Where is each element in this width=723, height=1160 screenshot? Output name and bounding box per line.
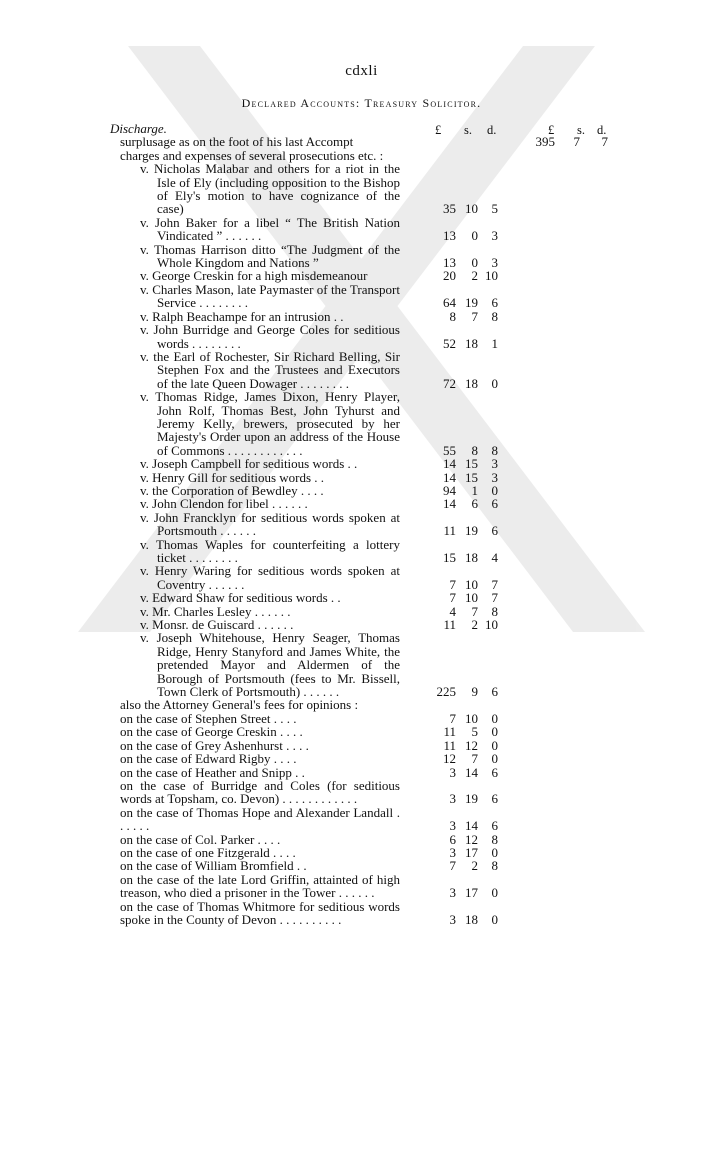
entry-text: v. the Corporation of Bewdley . . . . bbox=[140, 482, 324, 498]
entry-text: Discharge. bbox=[110, 121, 167, 136]
amount-pence: 0 bbox=[491, 482, 498, 498]
entry-row bbox=[0, 900, 723, 927]
amount-pounds: 7 bbox=[449, 590, 456, 606]
pounds-header: £ bbox=[435, 123, 442, 137]
entry-text: on the case of Burridge and Coles (for seditious words at Topsham, co. Devon) . . . . . . . . . . . . bbox=[120, 777, 400, 807]
amount-pounds: 4 bbox=[449, 603, 456, 619]
amount-shillings: 8 bbox=[471, 442, 478, 458]
total-pounds-header: £ bbox=[548, 123, 555, 137]
entry-row bbox=[0, 269, 723, 282]
entry-text: on the case of the late Lord Griffin, attainted of high treason, who died a prisoner in the Tower . . . . . . bbox=[120, 871, 400, 901]
amount-pence: 0 bbox=[491, 375, 498, 391]
entry-text: v. John Francklyn for seditious words spoken at Portsmouth . . . . . . bbox=[140, 509, 400, 539]
amount-pounds: 20 bbox=[443, 268, 456, 284]
entry-row bbox=[0, 631, 723, 698]
entry-row bbox=[0, 511, 723, 538]
amount-pence: 5 bbox=[491, 201, 498, 217]
amount-pounds: 64 bbox=[443, 295, 456, 311]
entry-row bbox=[0, 162, 723, 216]
entry-row bbox=[0, 605, 723, 618]
amount-shillings: 18 bbox=[465, 335, 478, 351]
entry-row bbox=[0, 471, 723, 484]
amount-shillings: 18 bbox=[465, 375, 478, 391]
amount-pounds: 3 bbox=[449, 844, 456, 860]
entry-text: on the case of William Bromfield . . bbox=[120, 858, 307, 874]
entry-text: v. Nicholas Malabar and others for a riot in the Isle of Ely (including opposition to the Bishop of Ely's motion to have cognizance of the case) bbox=[140, 161, 400, 217]
entry-row bbox=[0, 806, 723, 833]
amount-shillings: 9 bbox=[471, 684, 478, 700]
amount-pence: 3 bbox=[491, 469, 498, 485]
shillings-header: s. bbox=[464, 123, 472, 137]
amount-shillings: 19 bbox=[465, 523, 478, 539]
amount-shillings: 6 bbox=[471, 496, 478, 512]
amount-pounds: 52 bbox=[443, 335, 456, 351]
entry-text: on the case of one Fitzgerald . . . . bbox=[120, 844, 296, 860]
amount-pounds: 15 bbox=[443, 550, 456, 565]
entry-row bbox=[0, 497, 723, 510]
amount-pounds: 35 bbox=[443, 201, 456, 217]
amount-pounds: 94 bbox=[443, 482, 456, 498]
entry-text: v. Joseph Campbell for seditious words . . bbox=[140, 456, 358, 472]
amount-pence: 1 bbox=[491, 335, 498, 351]
entry-text: v. the Earl of Rochester, Sir Richard Belling, Sir Stephen Fox and the Trustees and Executors of the late Queen Dowager . . . . . . . . bbox=[140, 348, 400, 391]
amount-shillings: 7 bbox=[471, 308, 478, 324]
pence-header: d. bbox=[487, 123, 497, 137]
amount-pounds: 13 bbox=[443, 228, 456, 244]
amount-shillings: 14 bbox=[465, 764, 478, 780]
amount-shillings: 10 bbox=[465, 710, 478, 726]
amount-pence: 3 bbox=[491, 228, 498, 244]
page-heading: Declared Accounts: Treasury Solicitor. bbox=[241, 96, 482, 110]
entry-text: v. Ralph Beachampe for an intrusion . . bbox=[140, 308, 344, 324]
amount-pounds: 11 bbox=[443, 617, 456, 633]
amount-pence: 0 bbox=[491, 844, 498, 860]
amount-shillings: 15 bbox=[465, 456, 478, 472]
amount-pence: 0 bbox=[491, 710, 498, 726]
amount-pence: 0 bbox=[491, 724, 498, 740]
amount-shillings: 15 bbox=[465, 469, 478, 485]
amount-shillings: 1 bbox=[471, 482, 478, 498]
entry-row bbox=[0, 283, 723, 310]
total-pounds: 395 bbox=[535, 134, 555, 150]
entry-row bbox=[0, 618, 723, 631]
amount-pence: 6 bbox=[491, 791, 498, 807]
amount-pounds: 14 bbox=[443, 456, 456, 472]
entry-row bbox=[0, 591, 723, 604]
amount-shillings: 0 bbox=[471, 228, 478, 244]
entry-text: v. John Clendon for libel . . . . . . bbox=[140, 496, 308, 512]
amount-pence: 8 bbox=[491, 858, 498, 874]
entry-text: v. George Creskin for a high misdemeanour bbox=[140, 268, 368, 284]
amount-shillings: 2 bbox=[471, 858, 478, 874]
amount-pounds: 11 bbox=[443, 523, 456, 539]
entry-row bbox=[0, 698, 723, 711]
amount-pounds: 14 bbox=[443, 469, 456, 485]
entry-text: on the case of Grey Ashenhurst . . . . bbox=[120, 737, 309, 753]
total-pence: 7 bbox=[601, 134, 608, 150]
amount-pounds: 6 bbox=[449, 831, 456, 847]
entry-row bbox=[0, 752, 723, 765]
entry-text: surplusage as on the foot of his last Accompt bbox=[120, 134, 354, 150]
amount-pounds: 3 bbox=[449, 911, 456, 927]
amount-pounds: 14 bbox=[443, 496, 456, 512]
amount-pence: 3 bbox=[491, 456, 498, 472]
amount-pence: 6 bbox=[491, 684, 498, 700]
entry-text: v. Mr. Charles Lesley . . . . . . bbox=[140, 603, 291, 619]
amount-pence: 0 bbox=[491, 885, 498, 901]
entry-row bbox=[0, 484, 723, 497]
amount-pounds: 12 bbox=[443, 751, 456, 767]
amount-pounds: 3 bbox=[449, 885, 456, 901]
amount-shillings: 18 bbox=[465, 550, 478, 565]
amount-pounds: 13 bbox=[443, 255, 456, 271]
entry-row bbox=[0, 873, 723, 900]
amount-pence: 10 bbox=[485, 617, 498, 633]
entry-row bbox=[0, 135, 723, 148]
amount-pounds: 3 bbox=[449, 764, 456, 780]
entry-row bbox=[0, 779, 723, 806]
entry-row bbox=[0, 457, 723, 470]
entry-row bbox=[0, 712, 723, 725]
amount-pounds: 3 bbox=[449, 791, 456, 807]
entry-row bbox=[0, 149, 723, 162]
entry-row bbox=[0, 390, 723, 457]
amount-shillings: 10 bbox=[465, 576, 478, 592]
amount-shillings: 17 bbox=[465, 885, 478, 901]
entry-text: on the case of Edward Rigby . . . . bbox=[120, 751, 297, 767]
amount-shillings: 12 bbox=[465, 831, 478, 847]
amount-shillings: 5 bbox=[471, 724, 478, 740]
amount-shillings: 10 bbox=[465, 201, 478, 217]
entry-row bbox=[0, 859, 723, 872]
entry-text: v. Monsr. de Guiscard . . . . . . bbox=[140, 617, 294, 633]
entry-text: v. Joseph Whitehouse, Henry Seager, Thomas Ridge, Henry Stanyford and James White, the pretended Mayor and Aldermen of the Borough of Portsmouth (fees to Mr. Bissell, Town Clerk of Portsmouth) . . . . . . bbox=[140, 630, 400, 700]
amount-shillings: 7 bbox=[471, 751, 478, 767]
amount-pence: 7 bbox=[491, 590, 498, 606]
amount-pounds: 3 bbox=[449, 818, 456, 834]
amount-pounds: 8 bbox=[449, 308, 456, 324]
entry-text: v. John Burridge and George Coles for seditious words . . . . . . . . bbox=[140, 322, 400, 351]
amount-shillings: 2 bbox=[471, 617, 478, 633]
entry-text: v. Thomas Ridge, James Dixon, Henry Player, John Rolf, Thomas Best, John Tyhurst and Jeremy Kelly, brewers, prosecuted by her Majesty's Order upon an address of the House of Commons . . . . . . . . . . . . bbox=[140, 389, 400, 458]
entry-row bbox=[0, 216, 723, 243]
total-shillings-header: s. bbox=[577, 123, 585, 137]
amount-pence: 8 bbox=[491, 603, 498, 619]
entry-text: v. Thomas Harrison ditto “The Judgment of the Whole Kingdom and Nations ” bbox=[140, 241, 400, 271]
amount-pence: 0 bbox=[491, 911, 498, 927]
entry-text: on the case of Col. Parker . . . . bbox=[120, 831, 281, 847]
entry-text: on the case of Heather and Snipp . . bbox=[120, 764, 305, 780]
entry-row bbox=[0, 833, 723, 846]
entry-row bbox=[0, 122, 723, 135]
entry-row bbox=[0, 846, 723, 859]
entry-text: on the case of Thomas Hope and Alexander Landall . . . . . . bbox=[120, 804, 400, 834]
entry-text: on the case of Thomas Whitmore for seditious words spoke in the County of Devon . . . . . . . . . . bbox=[120, 898, 400, 927]
amount-pence: 6 bbox=[491, 523, 498, 539]
entry-text: charges and expenses of several prosecutions etc. : bbox=[120, 147, 384, 163]
entry-text: also the Attorney General's fees for opinions : bbox=[120, 697, 359, 713]
entry-row bbox=[0, 725, 723, 738]
total-shillings: 7 bbox=[573, 134, 580, 150]
amount-pence: 4 bbox=[491, 550, 498, 565]
total-pence-header: d. bbox=[597, 123, 607, 137]
entry-row bbox=[0, 243, 723, 270]
entry-row bbox=[0, 766, 723, 779]
amount-pence: 8 bbox=[491, 442, 498, 458]
amount-shillings: 19 bbox=[465, 295, 478, 311]
entry-row bbox=[0, 310, 723, 323]
amount-pounds: 11 bbox=[443, 737, 456, 753]
entry-text: v. Thomas Waples for counterfeiting a lottery ticket . . . . . . . . bbox=[140, 536, 400, 565]
amount-shillings: 17 bbox=[465, 844, 478, 860]
amount-pounds: 7 bbox=[449, 858, 456, 874]
entry-text: v. Edward Shaw for seditious words . . bbox=[140, 590, 341, 606]
page-number: cdxli bbox=[345, 63, 378, 79]
entry-text: on the case of George Creskin . . . . bbox=[120, 724, 303, 740]
amount-shillings: 19 bbox=[465, 791, 478, 807]
amount-shillings: 12 bbox=[465, 737, 478, 753]
entry-row bbox=[0, 739, 723, 752]
entry-text: v. Henry Gill for seditious words . . bbox=[140, 469, 325, 485]
amount-pence: 6 bbox=[491, 818, 498, 834]
amount-pounds: 7 bbox=[449, 576, 456, 592]
amount-pence: 7 bbox=[491, 576, 498, 592]
amount-pounds: 7 bbox=[449, 710, 456, 726]
amount-pounds: 55 bbox=[443, 442, 456, 458]
amount-pounds: 225 bbox=[436, 684, 456, 700]
amount-pence: 6 bbox=[491, 295, 498, 311]
amount-pence: 6 bbox=[491, 496, 498, 512]
amount-pounds: 11 bbox=[443, 724, 456, 740]
amount-pence: 6 bbox=[491, 764, 498, 780]
amount-pence: 8 bbox=[491, 308, 498, 324]
amount-pence: 10 bbox=[485, 268, 498, 284]
amount-pence: 3 bbox=[491, 255, 498, 271]
amount-shillings: 2 bbox=[471, 268, 478, 284]
amount-shillings: 0 bbox=[471, 255, 478, 271]
amount-shillings: 7 bbox=[471, 603, 478, 619]
entry-row bbox=[0, 323, 723, 350]
amount-shillings: 10 bbox=[465, 590, 478, 606]
amount-pence: 0 bbox=[491, 751, 498, 767]
entry-text: v. Henry Waring for seditious words spoken at Coventry . . . . . . bbox=[140, 563, 400, 592]
entry-row bbox=[0, 564, 723, 591]
entry-text: v. Charles Mason, late Paymaster of the Transport Service . . . . . . . . bbox=[140, 281, 400, 311]
entry-row bbox=[0, 350, 723, 390]
amount-shillings: 14 bbox=[465, 818, 478, 834]
entry-text: v. John Baker for a libel “ The British Nation Vindicated ” . . . . . . bbox=[140, 214, 400, 244]
amount-pence: 0 bbox=[491, 737, 498, 753]
amount-pence: 8 bbox=[491, 831, 498, 847]
entry-row bbox=[0, 538, 723, 565]
entry-text: on the case of Stephen Street . . . . bbox=[120, 710, 297, 726]
accounts-list bbox=[0, 122, 723, 926]
amount-shillings: 18 bbox=[465, 911, 478, 927]
amount-pounds: 72 bbox=[443, 375, 456, 391]
